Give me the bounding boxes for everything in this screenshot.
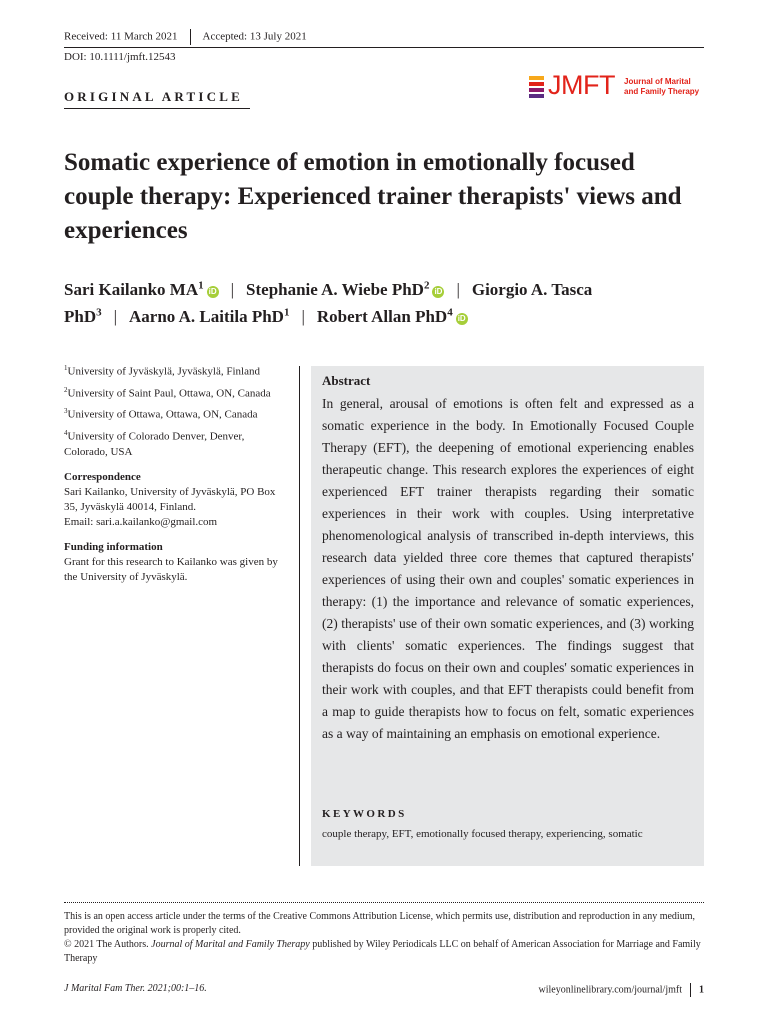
affiliation: $^1$University of Jyväskylä, Jyväskylä, Finland [64, 364, 260, 378]
abstract-text: In general, arousal of emotions is often felt and expressed as a somatic experience in the body. In Emotionally Focused Couple Therapy (EFT), the deepening of emotional experiencing enables therapeutic change. This research explores the experiences of eight experienced EFT trainer therapists regarding their somatic experiences in their work with couples. Using interpretative phenomenological analysis of transcribed in-depth interviews, this research data yielded three core themes that captured therapists' experiences of using their own and couples' somatic experiences in therapy: (1) the importance and relevance of somatic experiences, (2) therapists' use of their own somatic experiences, and (3) working with clients' somatic experiences. The findings suggest that therapists do focus on their own and couples' somatic experiences in their work with couples, and that EFT therapists could benefit from a map to guide therapists how to focus on felt, somatic experiences as a way of maintaining an emphasis on emotional experience. [322, 396, 694, 741]
column-divider [299, 366, 300, 866]
divider [190, 29, 191, 45]
affiliation: $^3$University of Ottawa, Ottawa, ON, Canada [64, 407, 258, 421]
author[interactable]: Aarno A. Laitila PhD$^1$ [129, 306, 290, 326]
article-type: ORIGINAL ARTICLE [64, 89, 243, 104]
journal-url[interactable]: wileyonlinelibrary.com/journal/jmft [538, 984, 682, 996]
author[interactable]: Robert Allan PhD$^4$iD [316, 306, 466, 326]
journal-logo [529, 70, 709, 101]
author-separator: | [456, 280, 460, 299]
license-footnote [64, 910, 704, 966]
logo-text: JMFT [548, 70, 615, 100]
accepted-date: Accepted: 13 July 2021 [202, 30, 307, 43]
sidebar-info [64, 361, 289, 585]
author-separator: | [230, 280, 235, 299]
copyright-text: © 2021 The Authors. Journal of Marital and Family Therapy published by Wiley Periodicals LLC on behalf of American Association for Marriage and Family Therapy [64, 939, 701, 964]
author-separator: | [113, 307, 118, 326]
page-number: 1 [699, 984, 704, 996]
header-rule [64, 47, 704, 48]
footer-right [539, 983, 704, 997]
logo-stripes-icon [529, 76, 544, 100]
correspondence-text: Sari Kailanko, University of Jyväskylä, PO Box 35, Jyväskylä 40014, Finland. [64, 485, 276, 513]
paper-title: Somatic experience of emotion in emotionally focused couple therapy: Experienced trainer therapists' views and experiences [64, 149, 682, 244]
author-list [64, 276, 704, 330]
article-type-rule [64, 108, 250, 109]
correspondence-heading: Correspondence [64, 470, 141, 483]
received-date: Received: 11 March 2021 [64, 30, 178, 43]
funding-text: Grant for this research to Kailanko was given by the University of Jyväskylä. [64, 555, 278, 583]
affiliation: $^2$University of Saint Paul, Ottawa, ON, Canada [64, 385, 271, 400]
author[interactable]: Giorgio A. Tasca PhD$^3$ [64, 280, 593, 326]
author[interactable]: Sari Kailanko $MA^1iD$ [64, 279, 217, 299]
affiliation: $^4$University of Colorado Denver, Denver, Colorado, USA [64, 428, 245, 458]
license-text: This is an open access article under the terms of the Creative Commons Attribution License, which permits use, distribution and reproduction in any medium, provided the original work is properly cited. [64, 911, 695, 936]
funding-heading: Funding information [64, 540, 163, 553]
orcid-icon[interactable]: iD [457, 314, 466, 323]
orcid-icon[interactable]: iD [208, 287, 217, 296]
keywords-text: couple therapy, EFT, emotionally focused therapy, experiencing, somatic [322, 828, 643, 840]
orcid-icon[interactable]: iD [434, 287, 443, 296]
author-separator: | [301, 307, 305, 326]
abstract-heading: Abstract [322, 373, 371, 388]
doi[interactable]: DOI: 10.1111/jmft.12543 [64, 51, 176, 63]
logo-subtitle: Journal of Marital and Family Therapy [624, 77, 700, 96]
manuscript-dates [64, 29, 307, 45]
author[interactable]: Stephanie A. Wiebe PhD$^2$iD [246, 279, 443, 299]
keywords-heading: KEYWORDS [322, 808, 407, 820]
citation: J Marital Fam Ther. 2021;00:1–16. [64, 983, 207, 994]
footnote-rule [64, 902, 704, 903]
correspondence-email[interactable]: Email: sari.a.kailanko@gmail.com [64, 515, 218, 528]
divider [690, 983, 691, 997]
